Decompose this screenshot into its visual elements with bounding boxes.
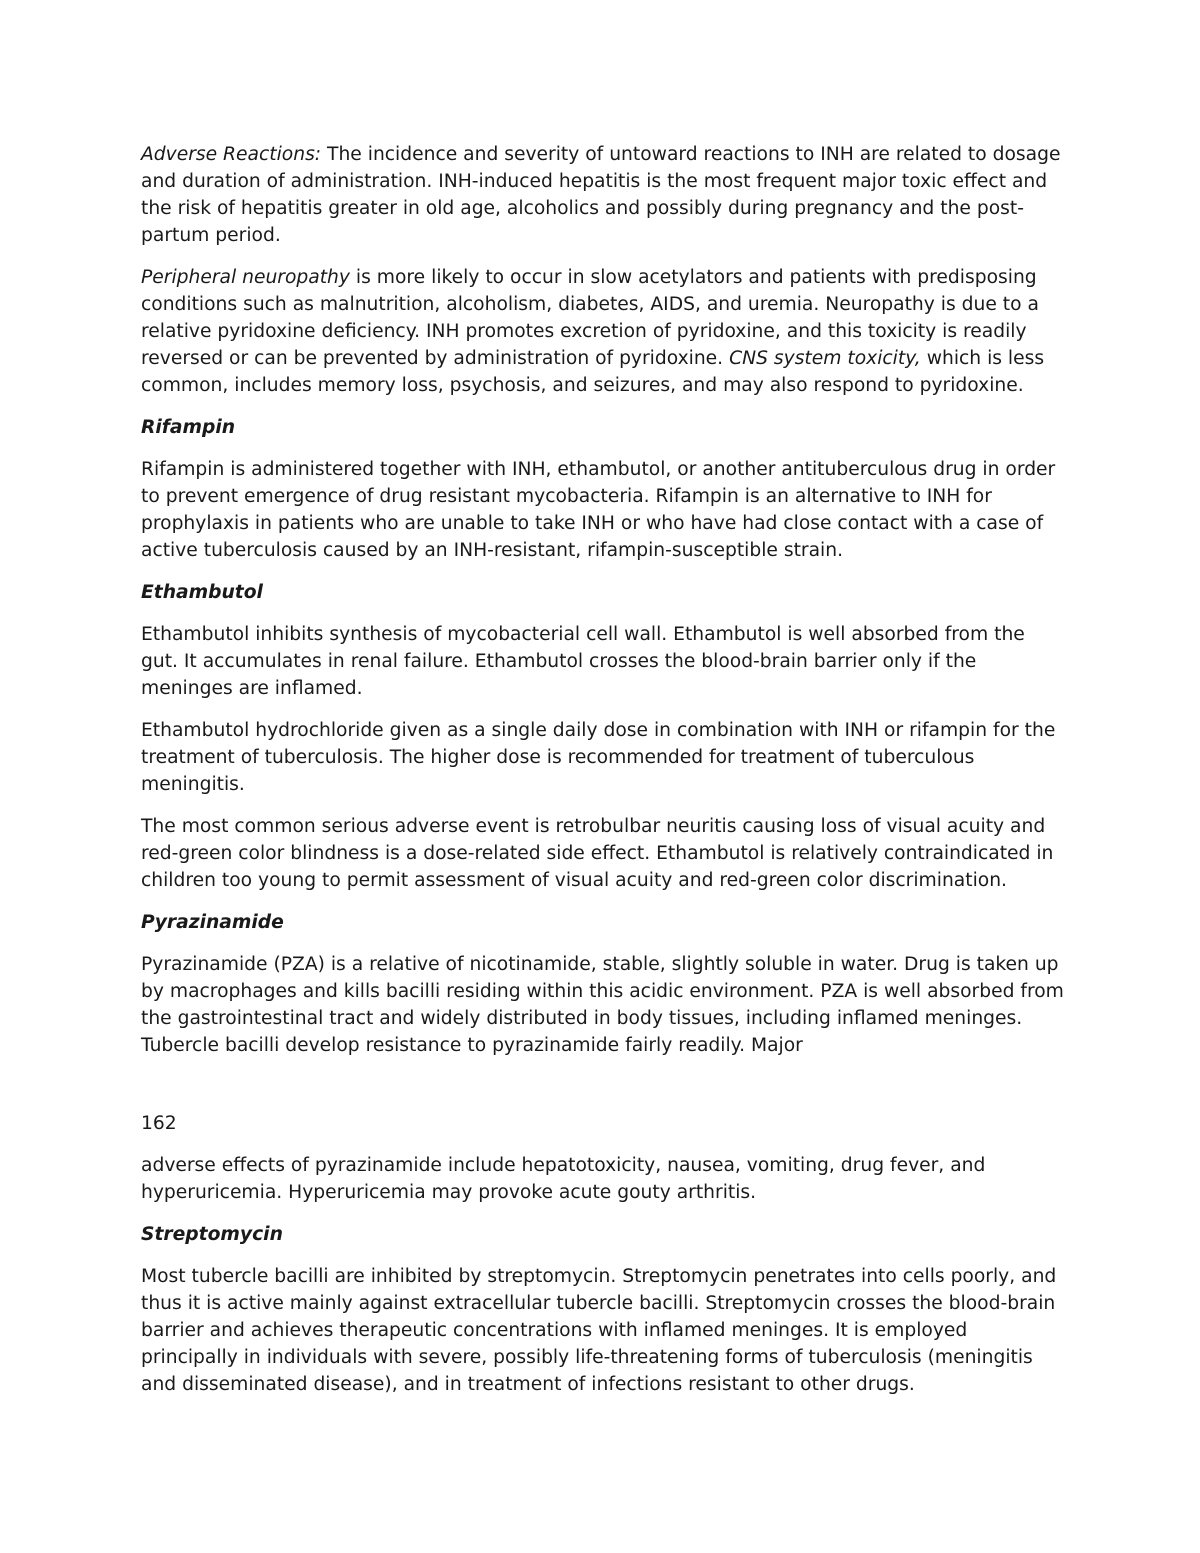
- ethambutol-paragraph-2: Ethambutol hydrochloride given as a single daily dose in combination with INH or rifampin for the treatment of tuberculosis. The higher dose is recommended for treatment of tuberculous meningitis.: [141, 720, 1056, 795]
- ethambutol-paragraph-3: The most common serious adverse event is retrobulbar neuritis causing loss of visual acuity and red-green color blindness is a dose-related side effect. Ethambutol is relatively contraindicated in children too young to permit assessment of visual acuity and red-green color discrimination.: [141, 816, 1054, 891]
- streptomycin-paragraph: Most tubercle bacilli are inhibited by streptomycin. Streptomycin penetrates into cells poorly, and thus it is active mainly against extracellular tubercle bacilli. Streptomycin crosses the blood-brain barrier and achieves therapeutic concentrations with inflamed meninges. It is employed principally in individuals with severe, possibly life-threatening forms of tuberculosis (meningitis and disseminated disease), and in treatment of infections resistant to other drugs.: [141, 1266, 1057, 1395]
- cns-toxicity-term: CNS system toxicity,: [729, 348, 921, 369]
- document-body: [141, 141, 1066, 1413]
- adverse-reactions-paragraph: [141, 141, 1066, 249]
- adverse-reactions-lead: Adverse Reactions:: [141, 144, 322, 165]
- cns-toxicity-text: which is less common, includes memory loss, psychosis, and seizures, and may also respond to pyridoxine.: [141, 348, 1045, 396]
- adverse-reactions-text: The incidence and severity of untoward reactions to INH are related to dosage and duration of administration. INH-induced hepatitis is the most frequent major toxic effect and the risk of hepatitis greater in old age, alcoholics and possibly during pregnancy and the post-partum period.: [141, 144, 1061, 246]
- streptomycin-heading: Streptomycin: [141, 1224, 283, 1245]
- peripheral-neuropathy-text: is more likely to occur in slow acetylators and patients with predisposing conditions such as malnutrition, alcoholism, diabetes, AIDS, and uremia. Neuropathy is due to a relative pyridoxine deficiency. INH promotes excretion of pyridoxine, and this toxicity is readily reversed or can be prevented by administration of pyridoxine.: [141, 267, 1039, 369]
- rifampin-heading: Rifampin: [141, 417, 236, 438]
- pyrazinamide-paragraph-2: adverse effects of pyrazinamide include hepatotoxicity, nausea, vomiting, drug fever, and hyperuricemia. Hyperuricemia may provoke acute gouty arthritis.: [141, 1155, 986, 1203]
- ethambutol-heading: Ethambutol: [141, 582, 263, 603]
- peripheral-neuropathy-lead: Peripheral neuropathy: [141, 267, 350, 288]
- pyrazinamide-heading: Pyrazinamide: [141, 912, 284, 933]
- peripheral-neuropathy-paragraph: [141, 264, 1066, 399]
- pyrazinamide-paragraph-1: Pyrazinamide (PZA) is a relative of nicotinamide, stable, slightly soluble in water. Drug is taken up by macrophages and kills bacilli residing within this acidic environment. PZA is well absorbed from the gastrointestinal tract and widely distributed in body tissues, including inflamed meninges. Tubercle bacilli develop resistance to pyrazinamide fairly readily. Major: [141, 954, 1064, 1056]
- rifampin-paragraph: Rifampin is administered together with INH, ethambutol, or another antituberculous drug in order to prevent emergence of drug resistant mycobacteria. Rifampin is an alternative to INH for prophylaxis in patients who are unable to take INH or who have had close contact with a case of active tuberculosis caused by an INH-resistant, rifampin-susceptible strain.: [141, 459, 1056, 561]
- page-number: 162: [141, 1113, 177, 1134]
- ethambutol-paragraph-1: Ethambutol inhibits synthesis of mycobacterial cell wall. Ethambutol is well absorbed from the gut. It accumulates in renal failure. Ethambutol crosses the blood-brain barrier only if the meninges are inflamed.: [141, 624, 1025, 699]
